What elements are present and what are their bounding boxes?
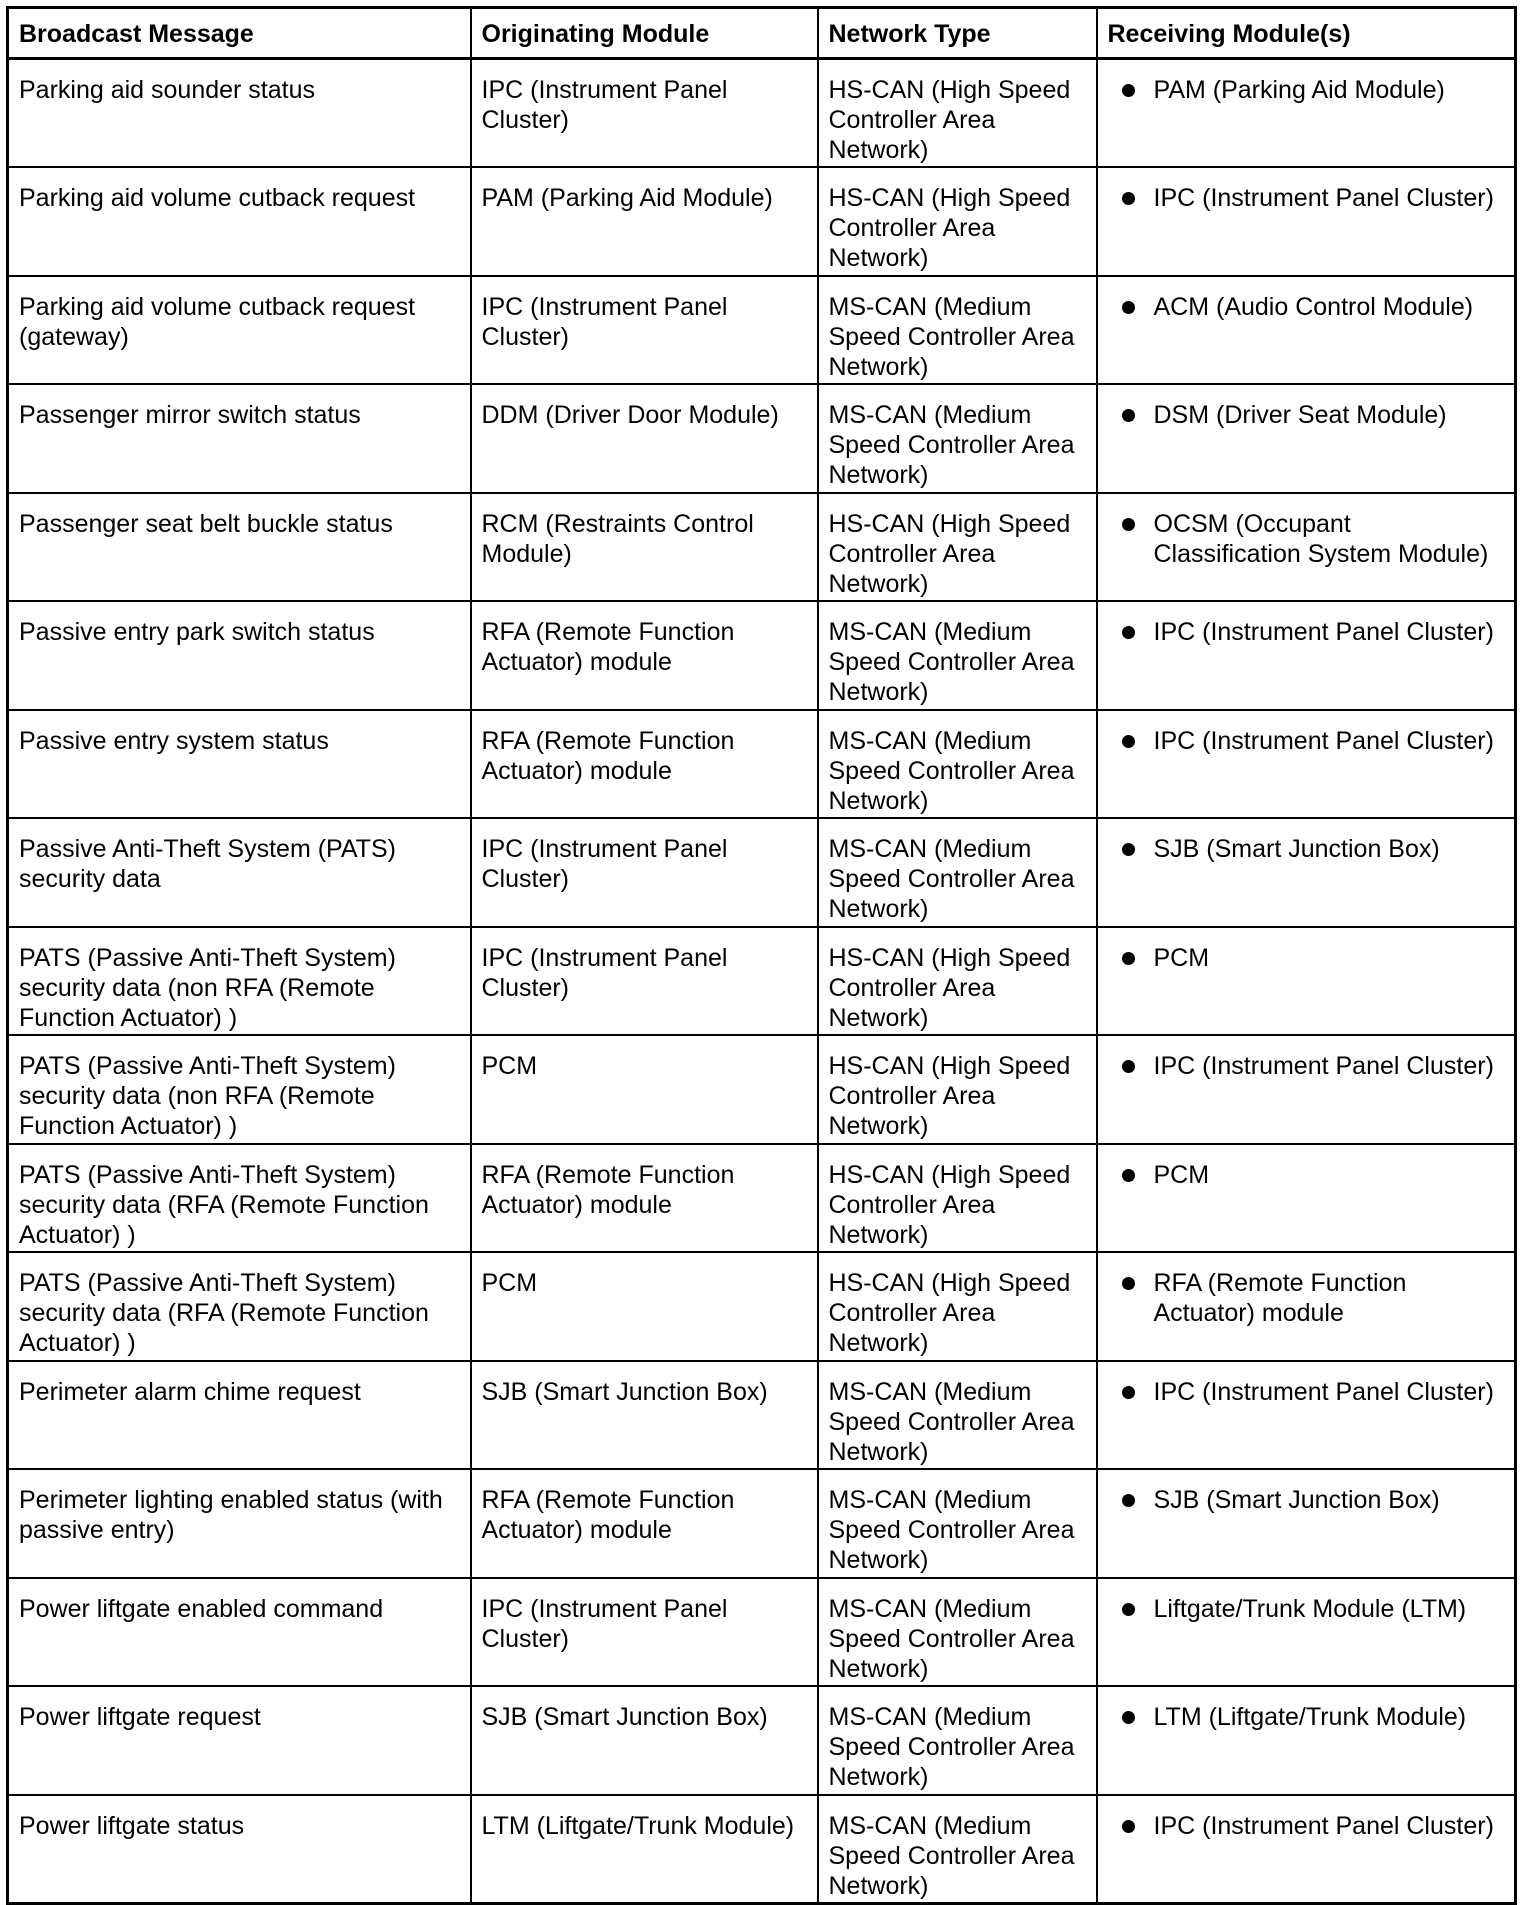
receiving-modules-cell bbox=[1097, 384, 1516, 493]
originating-module-text: SJB (Smart Junction Box) bbox=[481, 1377, 768, 1406]
network-type-text: HS-CAN (High Speed Controller Area Network) bbox=[828, 184, 1071, 272]
receiving-modules-cell bbox=[1097, 276, 1516, 385]
network-type-cell bbox=[818, 59, 1097, 168]
network-type-text: MS-CAN (Medium Speed Controller Area Network) bbox=[828, 1811, 1075, 1900]
originating-module-text: RFA (Remote Function Actuator) module bbox=[481, 1486, 735, 1544]
originating-module-cell bbox=[471, 1578, 818, 1687]
broadcast-message-text: Parking aid sounder status bbox=[19, 76, 316, 104]
receiving-modules-cell bbox=[1097, 710, 1516, 819]
receiving-modules-cell bbox=[1097, 1686, 1516, 1795]
network-type-cell bbox=[818, 276, 1097, 385]
receiving-modules-list bbox=[1108, 617, 1505, 647]
bullet-icon bbox=[1122, 518, 1135, 531]
bullet-icon bbox=[1122, 1820, 1135, 1833]
table-row bbox=[8, 1795, 1516, 1904]
receiving-modules-list bbox=[1108, 726, 1505, 756]
table-row bbox=[8, 818, 1516, 927]
receiving-modules-cell bbox=[1097, 601, 1516, 710]
table-row bbox=[8, 1144, 1516, 1253]
receiving-modules-list bbox=[1108, 1811, 1505, 1841]
receiving-module-text: PCM bbox=[1153, 1160, 1210, 1189]
receiving-modules-list bbox=[1108, 400, 1505, 430]
network-type-text: HS-CAN (High Speed Controller Area Network) bbox=[828, 1269, 1071, 1357]
network-message-table-container bbox=[6, 6, 1514, 1900]
receiving-modules-cell bbox=[1097, 818, 1516, 927]
table-row bbox=[8, 1252, 1516, 1361]
network-type-cell bbox=[818, 1035, 1097, 1144]
receiving-modules-cell bbox=[1097, 1035, 1516, 1144]
originating-module-cell bbox=[471, 1144, 818, 1253]
bullet-icon bbox=[1122, 84, 1135, 97]
originating-module-text: PCM bbox=[481, 1269, 538, 1297]
header-broadcast-message: Broadcast Message bbox=[8, 8, 471, 59]
table-row bbox=[8, 276, 1516, 385]
list-item bbox=[1108, 1485, 1505, 1515]
originating-module-text: IPC (Instrument Panel Cluster) bbox=[481, 835, 728, 893]
originating-module-cell bbox=[471, 384, 818, 493]
originating-module-cell bbox=[471, 1035, 818, 1144]
broadcast-message-cell bbox=[8, 601, 471, 710]
network-type-cell bbox=[818, 1795, 1097, 1904]
broadcast-message-text: PATS (Passive Anti-Theft System) security data (non RFA (Remote Function Actuator) ) bbox=[19, 943, 396, 1032]
originating-module-text: PAM (Parking Aid Module) bbox=[481, 184, 773, 212]
receiving-module-text: OCSM (Occupant Classification System Module) bbox=[1153, 509, 1489, 568]
network-type-cell bbox=[818, 1578, 1097, 1687]
originating-module-cell bbox=[471, 1469, 818, 1578]
broadcast-message-cell bbox=[8, 493, 471, 602]
broadcast-message-cell bbox=[8, 1361, 471, 1470]
network-type-cell bbox=[818, 1144, 1097, 1253]
originating-module-cell bbox=[471, 1686, 818, 1795]
bullet-icon bbox=[1122, 1386, 1135, 1399]
table-row bbox=[8, 493, 1516, 602]
broadcast-message-cell bbox=[8, 710, 471, 819]
originating-module-text: IPC (Instrument Panel Cluster) bbox=[481, 292, 728, 351]
list-item bbox=[1108, 726, 1505, 756]
receiving-modules-list bbox=[1108, 1485, 1505, 1515]
bullet-icon bbox=[1122, 1494, 1135, 1507]
broadcast-message-cell bbox=[8, 276, 471, 385]
receiving-module-text: PCM bbox=[1153, 943, 1210, 972]
receiving-modules-list bbox=[1108, 1702, 1505, 1732]
receiving-module-text: IPC (Instrument Panel Cluster) bbox=[1153, 184, 1494, 212]
originating-module-cell bbox=[471, 927, 818, 1036]
receiving-modules-list bbox=[1108, 943, 1505, 973]
broadcast-message-cell bbox=[8, 927, 471, 1036]
list-item bbox=[1108, 400, 1505, 430]
network-type-cell bbox=[818, 710, 1097, 819]
list-item bbox=[1108, 834, 1505, 864]
table-row bbox=[8, 1469, 1516, 1578]
network-type-text: HS-CAN (High Speed Controller Area Network) bbox=[828, 509, 1071, 598]
receiving-module-text: SJB (Smart Junction Box) bbox=[1153, 1486, 1440, 1514]
receiving-modules-cell bbox=[1097, 1795, 1516, 1904]
bullet-icon bbox=[1122, 952, 1135, 965]
list-item bbox=[1108, 1594, 1505, 1624]
network-type-cell bbox=[818, 1686, 1097, 1795]
network-type-cell bbox=[818, 601, 1097, 710]
receiving-module-text: Liftgate/Trunk Module (LTM) bbox=[1153, 1594, 1467, 1623]
receiving-module-text: IPC (Instrument Panel Cluster) bbox=[1153, 1811, 1494, 1840]
network-type-text: MS-CAN (Medium Speed Controller Area Network) bbox=[828, 1377, 1075, 1466]
broadcast-message-cell bbox=[8, 384, 471, 493]
table-row bbox=[8, 601, 1516, 710]
network-type-text: MS-CAN (Medium Speed Controller Area Network) bbox=[828, 1486, 1075, 1574]
bullet-icon bbox=[1122, 1060, 1135, 1073]
broadcast-message-text: Passive entry system status bbox=[19, 726, 329, 755]
list-item bbox=[1108, 1702, 1505, 1732]
originating-module-text: IPC (Instrument Panel Cluster) bbox=[481, 943, 728, 1002]
network-type-text: MS-CAN (Medium Speed Controller Area Network) bbox=[828, 401, 1075, 489]
list-item bbox=[1108, 1377, 1505, 1407]
network-type-text: MS-CAN (Medium Speed Controller Area Network) bbox=[828, 292, 1075, 381]
list-item bbox=[1108, 509, 1505, 569]
broadcast-message-cell bbox=[8, 1035, 471, 1144]
list-item bbox=[1108, 1160, 1505, 1190]
list-item bbox=[1108, 943, 1505, 973]
table-row bbox=[8, 927, 1516, 1036]
header-receiving-modules: Receiving Module(s) bbox=[1097, 8, 1516, 59]
bullet-icon bbox=[1122, 626, 1135, 639]
broadcast-message-text: Passenger mirror switch status bbox=[19, 401, 361, 429]
broadcast-message-cell bbox=[8, 167, 471, 276]
table-row bbox=[8, 59, 1516, 168]
receiving-modules-list bbox=[1108, 1160, 1505, 1190]
network-type-cell bbox=[818, 818, 1097, 927]
receiving-modules-list bbox=[1108, 1051, 1505, 1081]
receiving-modules-cell bbox=[1097, 59, 1516, 168]
network-type-text: HS-CAN (High Speed Controller Area Network) bbox=[828, 1160, 1071, 1249]
bullet-icon bbox=[1122, 843, 1135, 856]
broadcast-message-cell bbox=[8, 1686, 471, 1795]
list-item bbox=[1108, 617, 1505, 647]
receiving-module-text: SJB (Smart Junction Box) bbox=[1153, 835, 1440, 863]
receiving-module-text: PAM (Parking Aid Module) bbox=[1153, 76, 1445, 104]
network-type-text: HS-CAN (High Speed Controller Area Network) bbox=[828, 76, 1071, 164]
receiving-module-text: IPC (Instrument Panel Cluster) bbox=[1153, 1377, 1494, 1406]
network-type-text: MS-CAN (Medium Speed Controller Area Network) bbox=[828, 618, 1075, 706]
table-row bbox=[8, 1361, 1516, 1470]
network-type-cell bbox=[818, 167, 1097, 276]
originating-module-text: SJB (Smart Junction Box) bbox=[481, 1703, 768, 1731]
receiving-modules-cell bbox=[1097, 1252, 1516, 1361]
list-item bbox=[1108, 1051, 1505, 1081]
header-row bbox=[8, 8, 1516, 59]
network-type-text: MS-CAN (Medium Speed Controller Area Network) bbox=[828, 835, 1075, 923]
broadcast-message-cell bbox=[8, 1795, 471, 1904]
list-item bbox=[1108, 292, 1505, 322]
network-type-text: MS-CAN (Medium Speed Controller Area Network) bbox=[828, 726, 1075, 815]
network-type-cell bbox=[818, 384, 1097, 493]
broadcast-message-text: Passive Anti-Theft System (PATS) security data bbox=[19, 835, 396, 893]
broadcast-message-text: Perimeter alarm chime request bbox=[19, 1377, 361, 1406]
broadcast-message-cell bbox=[8, 1252, 471, 1361]
network-type-cell bbox=[818, 1469, 1097, 1578]
originating-module-text: IPC (Instrument Panel Cluster) bbox=[481, 1594, 728, 1653]
receiving-modules-list bbox=[1108, 75, 1505, 105]
receiving-module-text: RFA (Remote Function Actuator) module bbox=[1153, 1269, 1407, 1327]
network-type-cell bbox=[818, 493, 1097, 602]
broadcast-message-cell bbox=[8, 1469, 471, 1578]
receiving-modules-list bbox=[1108, 292, 1505, 322]
receiving-modules-cell bbox=[1097, 1144, 1516, 1253]
receiving-module-text: ACM (Audio Control Module) bbox=[1153, 292, 1474, 321]
header-originating-module: Originating Module bbox=[471, 8, 818, 59]
originating-module-text: LTM (Liftgate/Trunk Module) bbox=[481, 1811, 795, 1840]
bullet-icon bbox=[1122, 1169, 1135, 1182]
receiving-module-text: DSM (Driver Seat Module) bbox=[1153, 401, 1447, 429]
originating-module-text: RFA (Remote Function Actuator) module bbox=[481, 726, 735, 785]
broadcast-message-text: Passive entry park switch status bbox=[19, 618, 375, 646]
table-row bbox=[8, 710, 1516, 819]
list-item bbox=[1108, 183, 1505, 213]
receiving-modules-cell bbox=[1097, 1578, 1516, 1687]
broadcast-message-text: Power liftgate enabled command bbox=[19, 1594, 384, 1623]
receiving-modules-cell bbox=[1097, 1469, 1516, 1578]
bullet-icon bbox=[1122, 735, 1135, 748]
receiving-modules-list bbox=[1108, 1377, 1505, 1407]
originating-module-cell bbox=[471, 1795, 818, 1904]
table-row bbox=[8, 1035, 1516, 1144]
originating-module-cell bbox=[471, 1252, 818, 1361]
receiving-module-text: IPC (Instrument Panel Cluster) bbox=[1153, 726, 1494, 755]
originating-module-text: IPC (Instrument Panel Cluster) bbox=[481, 76, 728, 134]
originating-module-cell bbox=[471, 59, 818, 168]
broadcast-message-text: PATS (Passive Anti-Theft System) security data (RFA (Remote Function Actuator) ) bbox=[19, 1160, 429, 1249]
originating-module-text: PCM bbox=[481, 1052, 538, 1080]
receiving-modules-cell bbox=[1097, 1361, 1516, 1470]
originating-module-cell bbox=[471, 1361, 818, 1470]
table-header bbox=[8, 8, 1516, 59]
network-type-text: MS-CAN (Medium Speed Controller Area Network) bbox=[828, 1594, 1075, 1683]
bullet-icon bbox=[1122, 1277, 1135, 1290]
bullet-icon bbox=[1122, 409, 1135, 422]
receiving-modules-list bbox=[1108, 183, 1505, 213]
receiving-modules-cell bbox=[1097, 167, 1516, 276]
broadcast-message-text: Parking aid volume cutback request (gateway) bbox=[19, 292, 416, 351]
originating-module-cell bbox=[471, 167, 818, 276]
receiving-modules-list bbox=[1108, 1594, 1505, 1624]
broadcast-message-text: Parking aid volume cutback request bbox=[19, 184, 416, 212]
table-body bbox=[8, 59, 1516, 1904]
broadcast-message-text: Power liftgate status bbox=[19, 1811, 245, 1840]
originating-module-cell bbox=[471, 493, 818, 602]
originating-module-text: RCM (Restraints Control Module) bbox=[481, 509, 754, 568]
receiving-modules-list bbox=[1108, 1268, 1505, 1328]
list-item bbox=[1108, 1811, 1505, 1841]
list-item bbox=[1108, 75, 1505, 105]
broadcast-message-cell bbox=[8, 1144, 471, 1253]
receiving-module-text: IPC (Instrument Panel Cluster) bbox=[1153, 1052, 1494, 1080]
receiving-module-text: LTM (Liftgate/Trunk Module) bbox=[1153, 1703, 1467, 1731]
table-row bbox=[8, 1686, 1516, 1795]
table-row bbox=[8, 384, 1516, 493]
network-type-text: HS-CAN (High Speed Controller Area Network) bbox=[828, 1052, 1071, 1140]
receiving-modules-cell bbox=[1097, 493, 1516, 602]
network-type-cell bbox=[818, 927, 1097, 1036]
header-network-type: Network Type bbox=[818, 8, 1097, 59]
broadcast-message-text: Passenger seat belt buckle status bbox=[19, 509, 393, 538]
network-message-table bbox=[6, 6, 1517, 1905]
network-type-text: HS-CAN (High Speed Controller Area Network) bbox=[828, 943, 1071, 1032]
broadcast-message-cell bbox=[8, 59, 471, 168]
broadcast-message-text: PATS (Passive Anti-Theft System) security data (RFA (Remote Function Actuator) ) bbox=[19, 1269, 429, 1357]
bullet-icon bbox=[1122, 301, 1135, 314]
network-type-cell bbox=[818, 1252, 1097, 1361]
broadcast-message-cell bbox=[8, 1578, 471, 1687]
table-row bbox=[8, 167, 1516, 276]
broadcast-message-cell bbox=[8, 818, 471, 927]
originating-module-text: RFA (Remote Function Actuator) module bbox=[481, 618, 735, 676]
list-item bbox=[1108, 1268, 1505, 1328]
originating-module-text: DDM (Driver Door Module) bbox=[481, 401, 779, 429]
originating-module-cell bbox=[471, 818, 818, 927]
broadcast-message-text: PATS (Passive Anti-Theft System) security data (non RFA (Remote Function Actuator) ) bbox=[19, 1052, 396, 1140]
bullet-icon bbox=[1122, 192, 1135, 205]
broadcast-message-text: Power liftgate request bbox=[19, 1703, 261, 1731]
originating-module-cell bbox=[471, 601, 818, 710]
network-type-text: MS-CAN (Medium Speed Controller Area Network) bbox=[828, 1703, 1075, 1791]
broadcast-message-text: Perimeter lighting enabled status (with passive entry) bbox=[19, 1486, 443, 1544]
receiving-modules-list bbox=[1108, 834, 1505, 864]
receiving-modules-list bbox=[1108, 509, 1505, 569]
bullet-icon bbox=[1122, 1711, 1135, 1724]
network-type-cell bbox=[818, 1361, 1097, 1470]
originating-module-cell bbox=[471, 276, 818, 385]
table-row bbox=[8, 1578, 1516, 1687]
originating-module-text: RFA (Remote Function Actuator) module bbox=[481, 1160, 735, 1219]
originating-module-cell bbox=[471, 710, 818, 819]
receiving-module-text: IPC (Instrument Panel Cluster) bbox=[1153, 618, 1494, 646]
bullet-icon bbox=[1122, 1603, 1135, 1616]
receiving-modules-cell bbox=[1097, 927, 1516, 1036]
